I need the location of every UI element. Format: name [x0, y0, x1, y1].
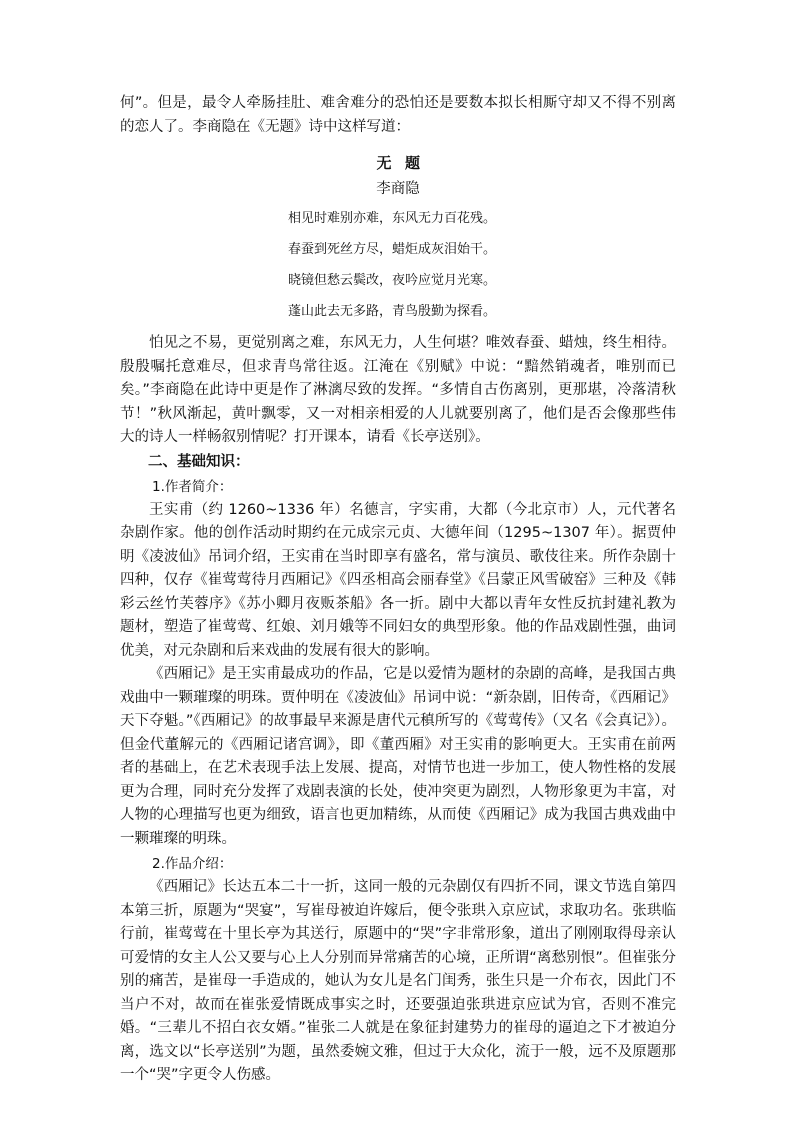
document-body — [120, 92, 676, 1088]
poem-line: 晓镜但愁云鬓改，夜吟应觉月光寒。 — [288, 273, 497, 288]
poem-line: 蓬山此去无多路，青鸟殷勤为探看。 — [288, 304, 497, 319]
work-intro-heading: 2.作品介绍： — [152, 856, 233, 872]
poem-author: 李商隐 — [376, 181, 420, 197]
work-intro-paragraph: 《西厢记》长达五本二十一折，这同一般的元杂剧仅有四折不同，课文节选自第四本第三折，原题为“哭宴”，写崔母被迫许嫁后，便令张珙入京应试，求取功名。张珙临行前，崔莺莺在十里长亭为其送行，原题中的“哭”字非常形象，道出了刚刚取得母亲认可爱情的女主人公又要与心上人分别而异常痛苦的心境，正所谓“离愁别恨”。但崔张分别的痛苦，是崔母一手造成的，她认为女儿是名门闺秀，张生只是一介布衣，因此门不当户不对，故而在崔张爱情既成事实之时，还要强迫张珙进京应试为官，否则不准完婚。“三辈儿不招白衣女婿。”崔张二人就是在象征封建势力的崔母的逼迫之下才被迫分离，选文以“长亭送别”为题，虽然委婉文雅，但过于大众化，流于一般，远不及原题那一个“哭”字更令人伤感。 — [120, 879, 676, 1083]
poem-line: 春蚕到死丝方尽，蜡炬成灰泪始干。 — [288, 242, 497, 257]
section-heading: 二、基础知识： — [148, 453, 250, 470]
intro-paragraph: 何”。但是，最令人牵肠挂肚、难舍难分的恐怕还是要数本拟长相厮守却又不得不别离的恋人了。李商隐在《无题》诗中这样写道： — [120, 95, 676, 135]
author-intro-heading: 1.作者简介： — [152, 478, 233, 495]
commentary-paragraph: 怕见之不易，更觉别离之难，东风无力，人生何堪？唯效春蚕、蜡烛，终生相待。殷殷嘱托意难尽，但求青鸟常往返。江淹在《别赋》中说：“黯然销魂者，唯别而已矣。”李商隐在此诗中更是作了淋漓尽致的发挥。“多情自古伤离别，更那堪，冷落清秋节！”秋风渐起，黄叶飘零，又一对相亲相爱的人儿就要别离了，他们是否会像那些伟大的诗人一样畅叙别情呢？打开课本，请看《长亭送别》。 — [120, 335, 676, 445]
poem-title: 无题 — [376, 154, 434, 172]
author-intro-paragraph: 王实甫（约 1260~1336 年）名德言，字实甫，大都（今北京市）人，元代著名杂剧作家。他的创作活动时期约在元成宗元贞、大德年间（1295~1307 年）。据贾仲明《凌波仙》吊词介绍，王实甫在当时即享有盛名，常与演员、歌伎往来。所作杂剧十四种，仅存《崔莺莺待月西厢记》《四丞相高会丽春堂》《吕蒙正风雪破窑》三种及《韩彩云丝竹芙蓉序》《苏小卿月夜贩茶船》各一折。剧中大都以青年女性反抗封建礼教为题材，塑造了崔莺莺、红娘、刘月娥等不同妇女的典型形象。他的作品戏剧性强，曲词优美，对元杂剧和后来戏曲的发展有很大的影响。 — [120, 501, 676, 659]
xixiangji-paragraph: 《西厢记》是王实甫最成功的作品，它是以爱情为题材的杂剧的高峰，是我国古典戏曲中一颗璀璨的明珠。贾仲明在《凌波仙》吊词中说：“新杂剧，旧传奇，《西厢记》天下夺魁。”《西厢记》的故事最早来源是唐代元稹所写的《莺莺传》（又名《会真记》）。但金代董解元的《西厢记诸宫调》，即《董西厢》对王实甫的影响更大。王实甫在前两者的基础上，在艺术表现手法上发展、提高，对情节也进一步加工，使人物性格的发展更为合理，同时充分发挥了戏剧表演的长处，使冲突更为剧烈，人物形象更为丰富，对人物的心理描写也更为细致，语言也更加精练，从而使《西厢记》成为我国古典戏曲中一颗璀璨的明珠。 — [120, 666, 676, 847]
poem-line: 相见时难别亦难，东风无力百花残。 — [288, 211, 497, 226]
